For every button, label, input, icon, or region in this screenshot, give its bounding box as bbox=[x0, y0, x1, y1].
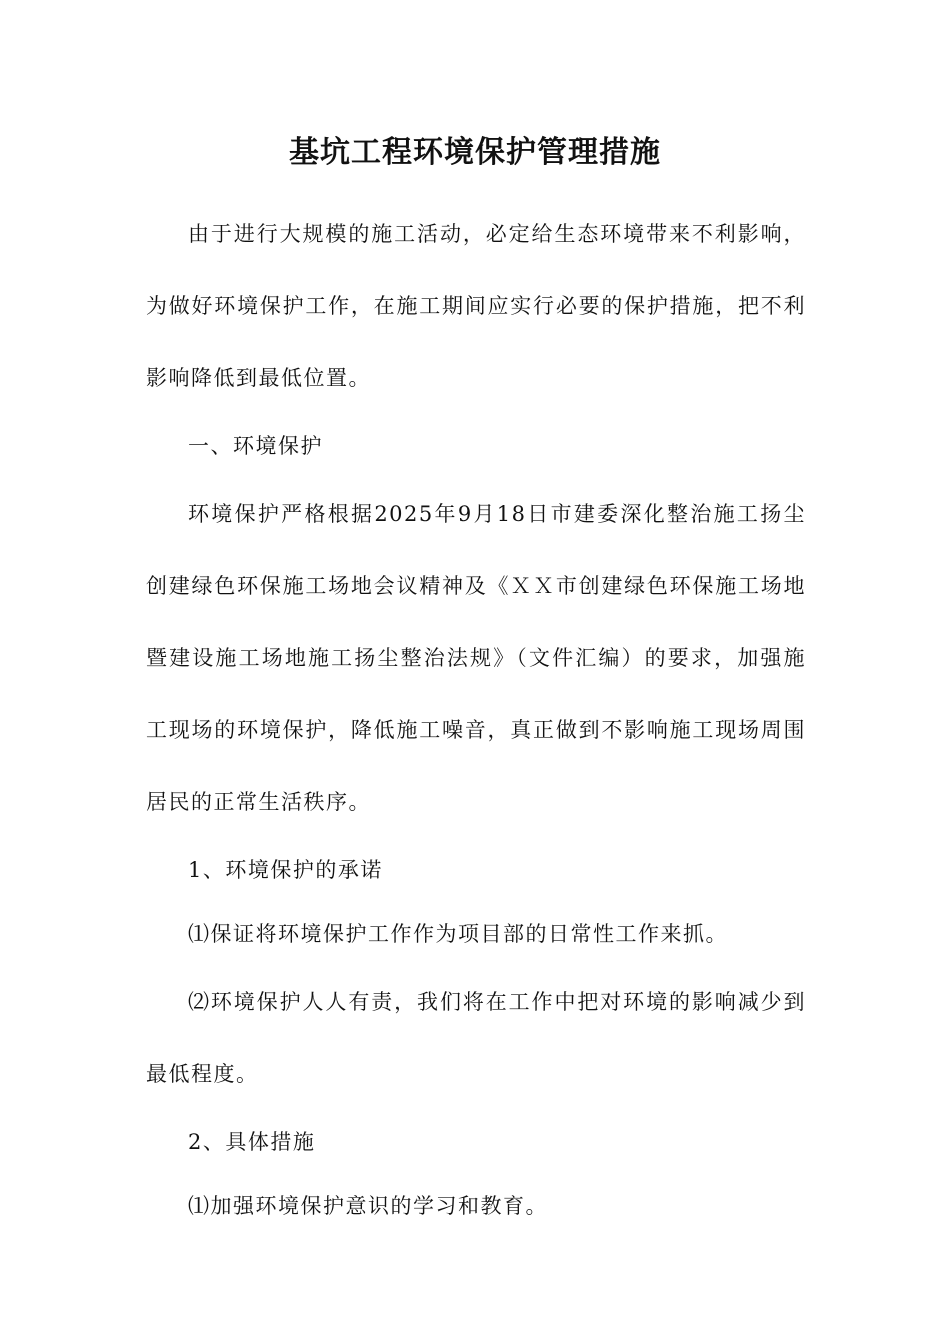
subsection-heading-measures: 2、具体措施 bbox=[188, 1130, 316, 1154]
subsection-heading-commitment: 1、环境保护的承诺 bbox=[188, 858, 383, 882]
measure-item-1: ⑴加强环境保护意识的学习和教育。 bbox=[188, 1194, 548, 1218]
document-title: 基坑工程环境保护管理措施 bbox=[289, 135, 661, 170]
document-body bbox=[146, 198, 806, 1238]
commitment-item-2: ⑵环境保护人人有责，我们将在工作中把对环境的影响减少到最低程度。 bbox=[146, 990, 806, 1086]
intro-paragraph: 由于进行大规模的施工活动，必定给生态环境带来不利影响，为做好环境保护工作，在施工期间应实行必要的保护措施，把不利影响降低到最低位置。 bbox=[146, 222, 806, 390]
commitment-item-1: ⑴保证将环境保护工作作为项目部的日常性工作来抓。 bbox=[188, 922, 728, 946]
environment-protection-paragraph: 环境保护严格根据2025年9月18日市建委深化整治施工扬尘创建绿色环保施工场地会议精神及《ＸＸ市创建绿色环保施工场地暨建设施工场地施工扬尘整治法规》（文件汇编）的要求，加强施工现场的环境保护，降低施工噪音，真正做到不影响施工现场周围居民的正常生活秩序。 bbox=[146, 502, 806, 814]
section-heading-environment-protection: 一、环境保护 bbox=[188, 434, 323, 458]
